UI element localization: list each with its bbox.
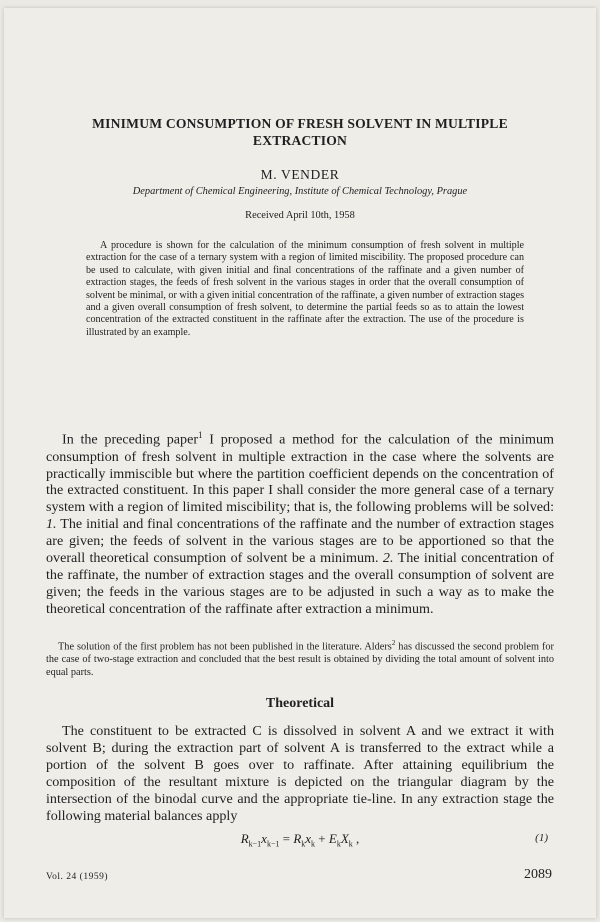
problem-number-1: 1. — [46, 516, 57, 533]
journal-volume: Vol. 24 (1959) — [46, 872, 108, 882]
author-initial: M. V — [260, 167, 292, 182]
intro-paragraph — [46, 427, 554, 618]
received-date: Received April 10th, 1958 — [245, 210, 355, 221]
section-heading: Theoretical — [265, 696, 335, 711]
equation-number: (1) — [535, 832, 548, 844]
intro-text-2: I proposed a method for the calculation of the minimum consumption of fresh solvent in multiple extraction in the case where the solvents are practically immiscible but where the partition coefficient depends on the concentration of the extracted constituent. In this paper I shall consider the more general case of a ternary system with a region of limited miscibility; that is, the following problems will be solved: — [46, 431, 555, 516]
theory-paragraph: The constituent to be extracted C is dissolved in solvent A and we extract it with solvent B; during the extraction part of solvent A is transferred to the extract while a portion of the solvent B goes over to raffinate. After attaining equilibrium the composition of the resultant mixture is depicted on the triangular diagram by the intersection of the binodal curve and the appropriate tie-line. In any extraction stage the following material balances apply — [46, 723, 554, 824]
equation-expression: $R_{k-1}x_{k-1} = R_kx_k + E_kX_k$ , — [240, 831, 360, 849]
article-title: MINIMUM CONSUMPTION OF FRESH SOLVENT IN MULTIPLE EXTRACTION — [92, 116, 508, 148]
literature-note — [46, 637, 554, 680]
author-name — [46, 167, 554, 183]
intro-text-3: The initial and final concentrations of the raffinate and the number of extraction stages are given; the feeds of solvent in the various stages are to be apportioned so that the overall theoretical consumption of solvent be a minimum. — [46, 516, 554, 567]
reference-mark-1: 1 — [198, 430, 203, 440]
intro-text-4: The initial concentration of the raffinate, the number of extraction stages and the overall consumption of solvent are given; the feeds in the various stages are to be adjusted in such a way as to make the theoretical concentration of the raffinate after extraction a minimum. — [46, 550, 555, 617]
note-text-2: has discussed the second problem for the case of two-stage extraction and concluded that the best result is obtained by dividing the total amount of solvent into equal parts. — [46, 641, 554, 679]
reference-mark-2: 2 — [391, 639, 396, 647]
abstract: A procedure is shown for the calculation of the minimum consumption of fresh solvent in multiple extraction for the case of a ternary system with a region of limited miscibility. The proposed procedure can be used to calculate, with given initial and final concentrations of the raffinate and a given number of extraction stages, the feeds of fresh solvent in the various stages in order that the overall consumption of solvent be minimal, or with a given initial concentration of the raffinate, a given number of extraction stages and a given overall consumption of fresh solvent, to determine the partial feeds so as to attain the lowest concentration of the extracted constituent in the raffinate after the extraction. The use of the procedure is illustrated by an example. — [86, 240, 524, 338]
intro-text-1: In the preceding paper — [62, 431, 199, 448]
page-number: 2089 — [524, 867, 552, 882]
note-text-1: The solution of the first problem has not been published in the literature. Alders — [58, 641, 392, 653]
problem-number-2: 2. — [382, 550, 394, 567]
author-affiliation: Department of Chemical Engineering, Institute of Chemical Technology, Prague — [132, 186, 468, 197]
author-surname-small-caps: ENDER — [291, 167, 340, 182]
